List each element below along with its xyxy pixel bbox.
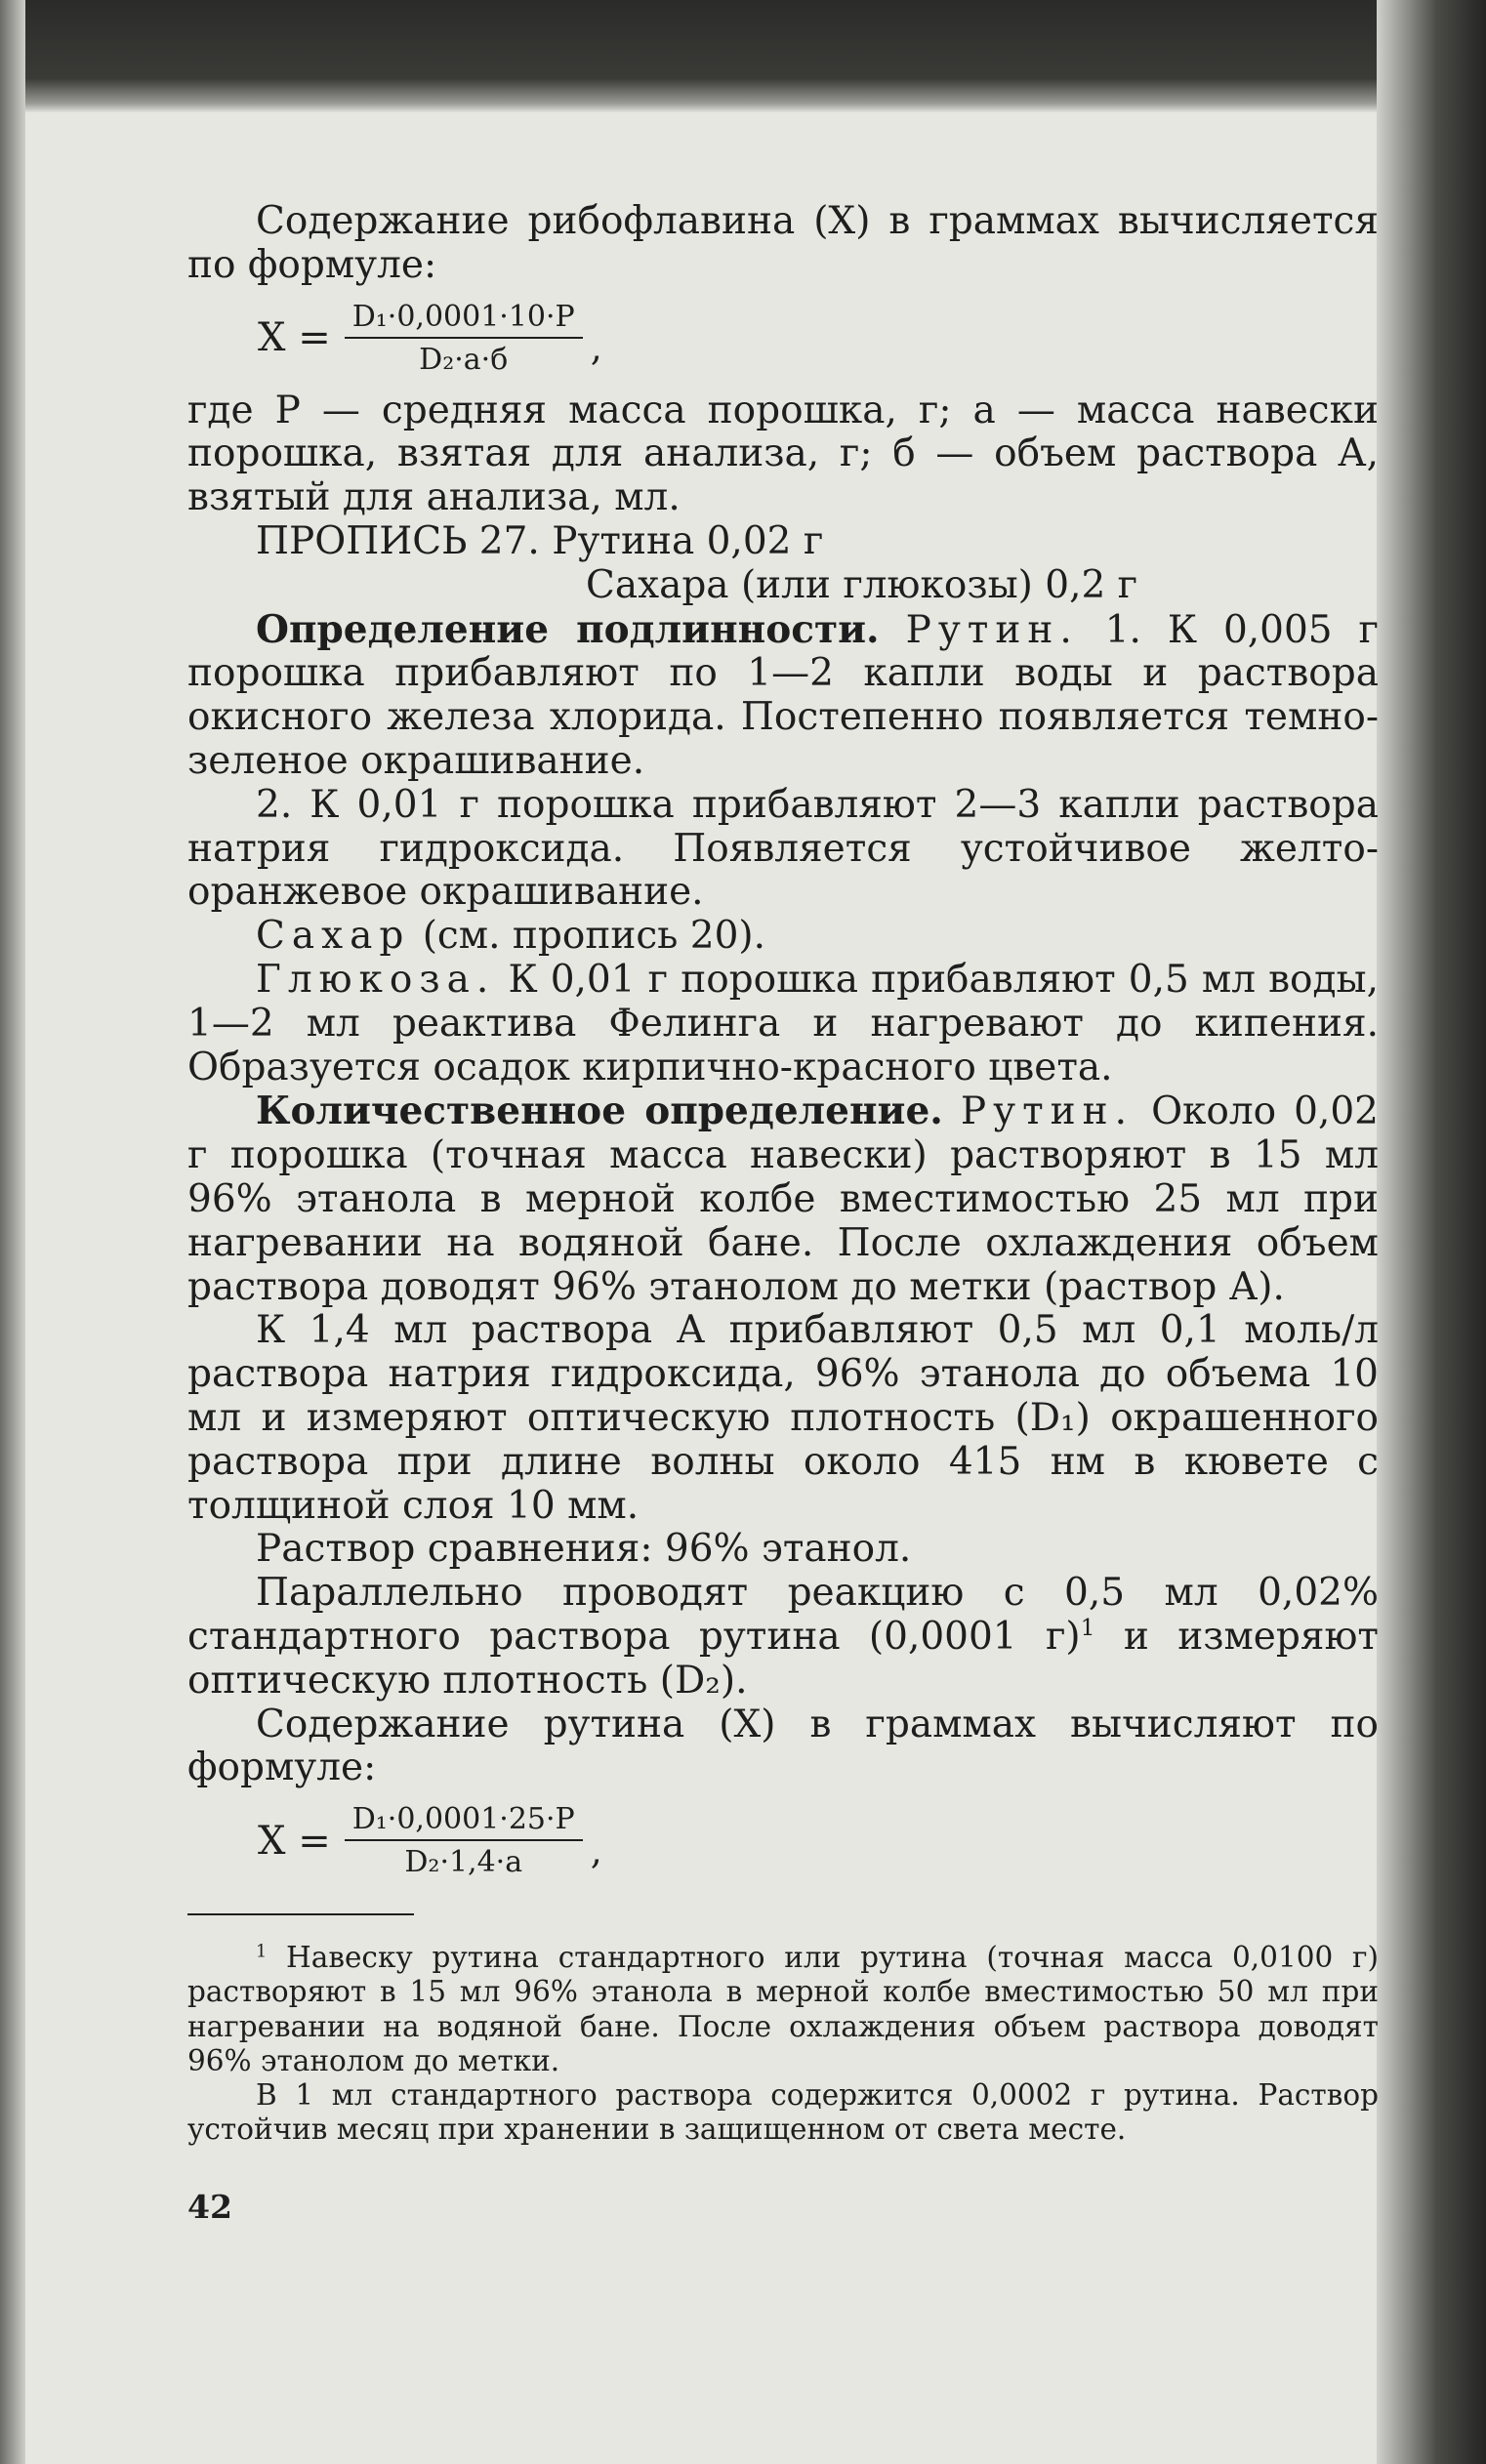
formula2-lhs: X = bbox=[258, 1818, 331, 1864]
quantitative-heading: Количественное определение. bbox=[256, 1088, 943, 1134]
page-number: 42 bbox=[187, 2188, 232, 2227]
quantitative-paragraph-1 bbox=[187, 1089, 1379, 1309]
scan-left-edge bbox=[0, 0, 25, 2464]
authenticity-glucose bbox=[187, 959, 1379, 1089]
footnote-marker: 1 bbox=[256, 1942, 268, 1962]
scan-book-spine-shadow bbox=[1377, 0, 1486, 2464]
formula-denominator: D₂·a·б bbox=[419, 342, 509, 377]
glucose-text: К 0,01 г порошка прибавляют 0,5 мл воды, 1—2 мл реактива Фелинга и нагревают до кипения. Образуется осадок кирпично-красного цвета. bbox=[187, 957, 1379, 1089]
formula2-numerator: D₁·0,0001·25·P bbox=[345, 1802, 583, 1841]
quantitative-paragraph-4 bbox=[187, 1572, 1379, 1703]
glucose-label: Глюкоза. bbox=[256, 957, 496, 1002]
quantitative-text-4b: и измеряют оптическую плотность (D₂). bbox=[187, 1614, 1379, 1703]
quantitative-paragraph-3: Раствор сравнения: 96% этанол. bbox=[256, 1527, 912, 1572]
footnote-text-1: Навеску рутина стандартного или рутина (точная масса 0,0100 г) растворяют в 15 мл 96% этанола в мерной колбе вместимостью 50 мл при нагревании на водяной бане. После охлаждения объем раствора доводят 96% этанолом до метки. bbox=[187, 1941, 1379, 2077]
quantitative-paragraph-2: К 1,4 мл раствора А прибавляют 0,5 мл 0,1 моль/л раствора натрия гидроксида, 96% этанола до объема 10 мл и измеряют оптическую плотность (D₁) окрашенного раствора при длине волны около 415 нм в кювете с толщиной слоя 10 мм. bbox=[187, 1308, 1379, 1528]
formula2-denominator: D₂·1,4·a bbox=[404, 1845, 523, 1880]
formula-fraction bbox=[345, 300, 583, 378]
quantitative-paragraph-5: Содержание рутина (X) в граммах вычисляют по формуле: bbox=[187, 1702, 1379, 1790]
quantitative-rutin-label: Рутин. bbox=[960, 1089, 1135, 1134]
authenticity-rutin-2: 2. К 0,01 г порошка прибавляют 2—3 капли раствора натрия гидроксида. Появляется устойчивое желто-оранжевое окрашивание. bbox=[187, 782, 1379, 915]
footnote bbox=[187, 1941, 1379, 2147]
sugar-text: (см. пропись 20). bbox=[422, 914, 766, 959]
authenticity-rutin-test-1: 1. К 0,005 г порошка прибавляют по 1—2 капли воды и раствора окисного железа хлорида. Постепенно появляется темно-зеленое окрашивание. bbox=[187, 607, 1379, 783]
footnote-paragraph-1 bbox=[187, 1941, 1379, 2078]
authenticity-rutin-1 bbox=[187, 608, 1379, 784]
authenticity-heading: Определение подлинности. bbox=[256, 606, 880, 652]
intro-paragraph: Содержание рибофлавина (X) в граммах вычисляется по формуле: bbox=[187, 199, 1379, 287]
recipe-label: ПРОПИСЬ 27. bbox=[256, 518, 540, 563]
formula-riboflavin bbox=[258, 288, 1379, 390]
footnote-ref: 1 bbox=[1080, 1613, 1095, 1641]
authenticity-rutin-label: Рутин. bbox=[905, 607, 1079, 652]
footnote-separator bbox=[187, 1913, 414, 1915]
page-text bbox=[187, 200, 1379, 2230]
sugar-label: Сахар bbox=[256, 914, 411, 959]
recipe-item-rutin: Рутина 0,02 г bbox=[552, 518, 824, 563]
formula-lhs: X = bbox=[258, 315, 331, 361]
where-paragraph: где P — средняя масса порошка, г; а — масса навески порошка, взятая для анализа, г; б — объем раствора А, взятый для анализа, мл. bbox=[187, 388, 1379, 520]
formula-comma: , bbox=[590, 326, 602, 370]
formula-rutin bbox=[258, 1790, 1379, 1892]
authenticity-sugar bbox=[187, 915, 1379, 959]
formula-numerator: D₁·0,0001·10·P bbox=[345, 300, 583, 339]
quantitative-text-1: Около 0,02 г порошка (точная масса навески) растворяют в 15 мл 96% этанола в мерной колбе вместимостью 25 мл при нагревании на водяной бане. После охлаждения объем раствора доводят 96% этанолом до метки (раствор А). bbox=[187, 1089, 1379, 1309]
quantitative-text-4a: Параллельно проводят реакцию с 0,5 мл 0,02% стандартного раствора рутина (0,0001 г) bbox=[187, 1571, 1379, 1659]
formula2-comma: , bbox=[590, 1828, 602, 1872]
recipe-line-2: Сахара (или глюкозы) 0,2 г bbox=[586, 562, 1138, 607]
scan-top-shadow bbox=[0, 0, 1486, 112]
recipe-line-1 bbox=[187, 520, 1379, 564]
formula2-fraction bbox=[345, 1802, 583, 1880]
footnote-paragraph-2: В 1 мл стандартного раствора содержится 0,0002 г рутина. Раствор устойчив месяц при хранении в защищенном от света месте. bbox=[187, 2077, 1379, 2147]
